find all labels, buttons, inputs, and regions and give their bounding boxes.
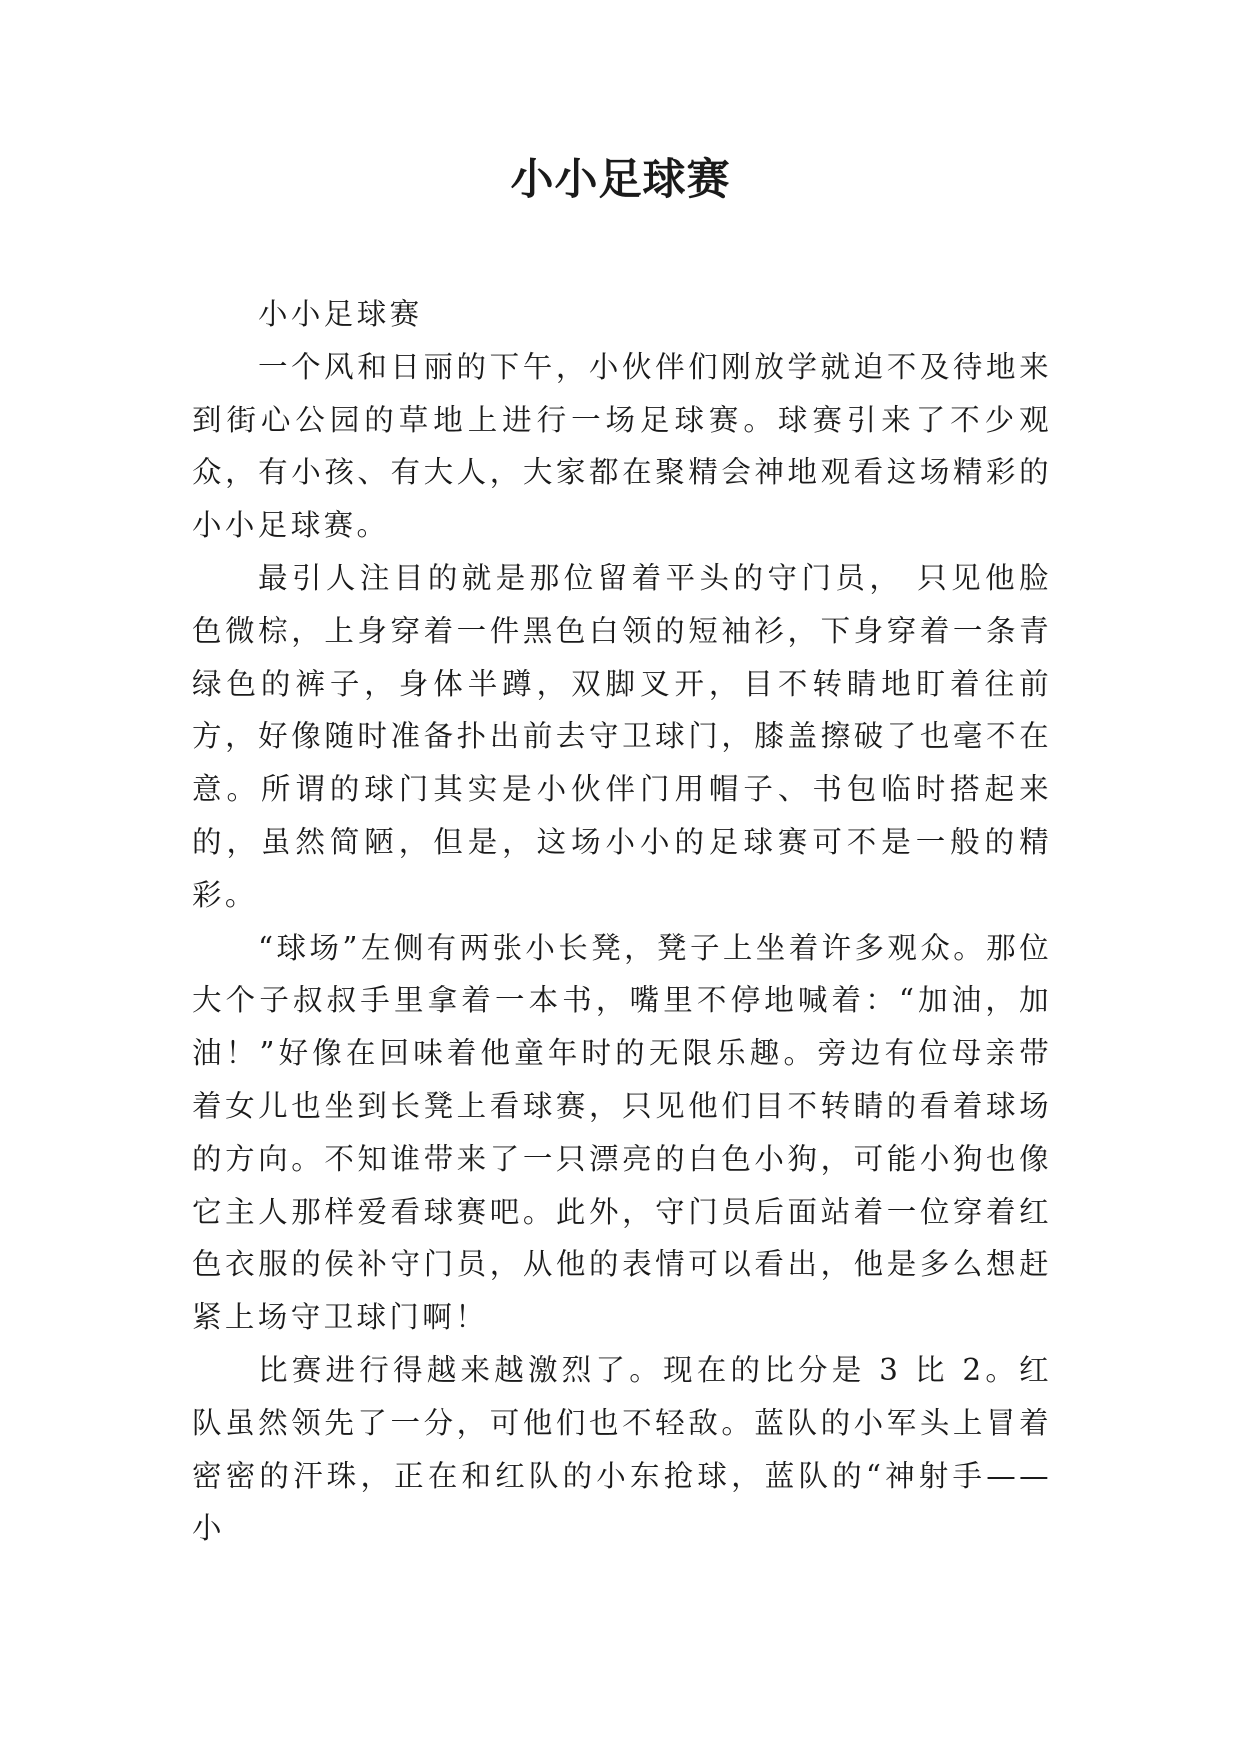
document-title: 小小足球赛 — [510, 155, 731, 205]
paragraph-3: “球场”左侧有两张小长凳，凳子上坐着许多观众。那位大个子叔叔手里拿着一本书，嘴里不停地喊着：“加油，加油！”好像在回味着他童年时的无限乐趣。旁边有位母亲带着女儿也坐到长凳上看球赛，只见他们目不转睛的看着球场的方向。不知谁带来了一只漂亮的白色小狗，可能小狗也像它主人那样爱看球赛吧。此外，守门员后面站着一位穿着红色衣服的侯补守门员，从他的表情可以看出，他是多么想赶紧上场守卫球门啊！ — [192, 930, 1052, 1335]
paragraph-subtitle: 小小足球赛 — [258, 297, 423, 331]
document-body — [192, 288, 1052, 1555]
paragraph-1: 一个风和日丽的下午，小伙伴们刚放学就迫不及待地来到街心公园的草地上进行一场足球赛。球赛引来了不少观众，有小孩、有大人，大家都在聚精会神地观看这场精彩的小小足球赛。 — [192, 349, 1052, 543]
paragraph-4: 比赛进行得越来越激烈了。现在的比分是 3 比 2。红队虽然领先了一分，可他们也不轻敌。蓝队的小军头上冒着密密的汗珠，正在和红队的小东抢球，蓝队的“神射手——小 — [192, 1352, 1052, 1546]
paragraph-2: 最引人注目的就是那位留着平头的守门员， 只见他脸色微棕，上身穿着一件黑色白领的短袖衫，下身穿着一条青绿色的裤子，身体半蹲，双脚叉开，目不转睛地盯着往前方，好像随时准备扑出前去守卫球门，膝盖擦破了也毫不在意。所谓的球门其实是小伙伴门用帽子、书包临时搭起来的，虽然简陋，但是，这场小小的足球赛可不是一般的精彩。 — [192, 560, 1052, 912]
